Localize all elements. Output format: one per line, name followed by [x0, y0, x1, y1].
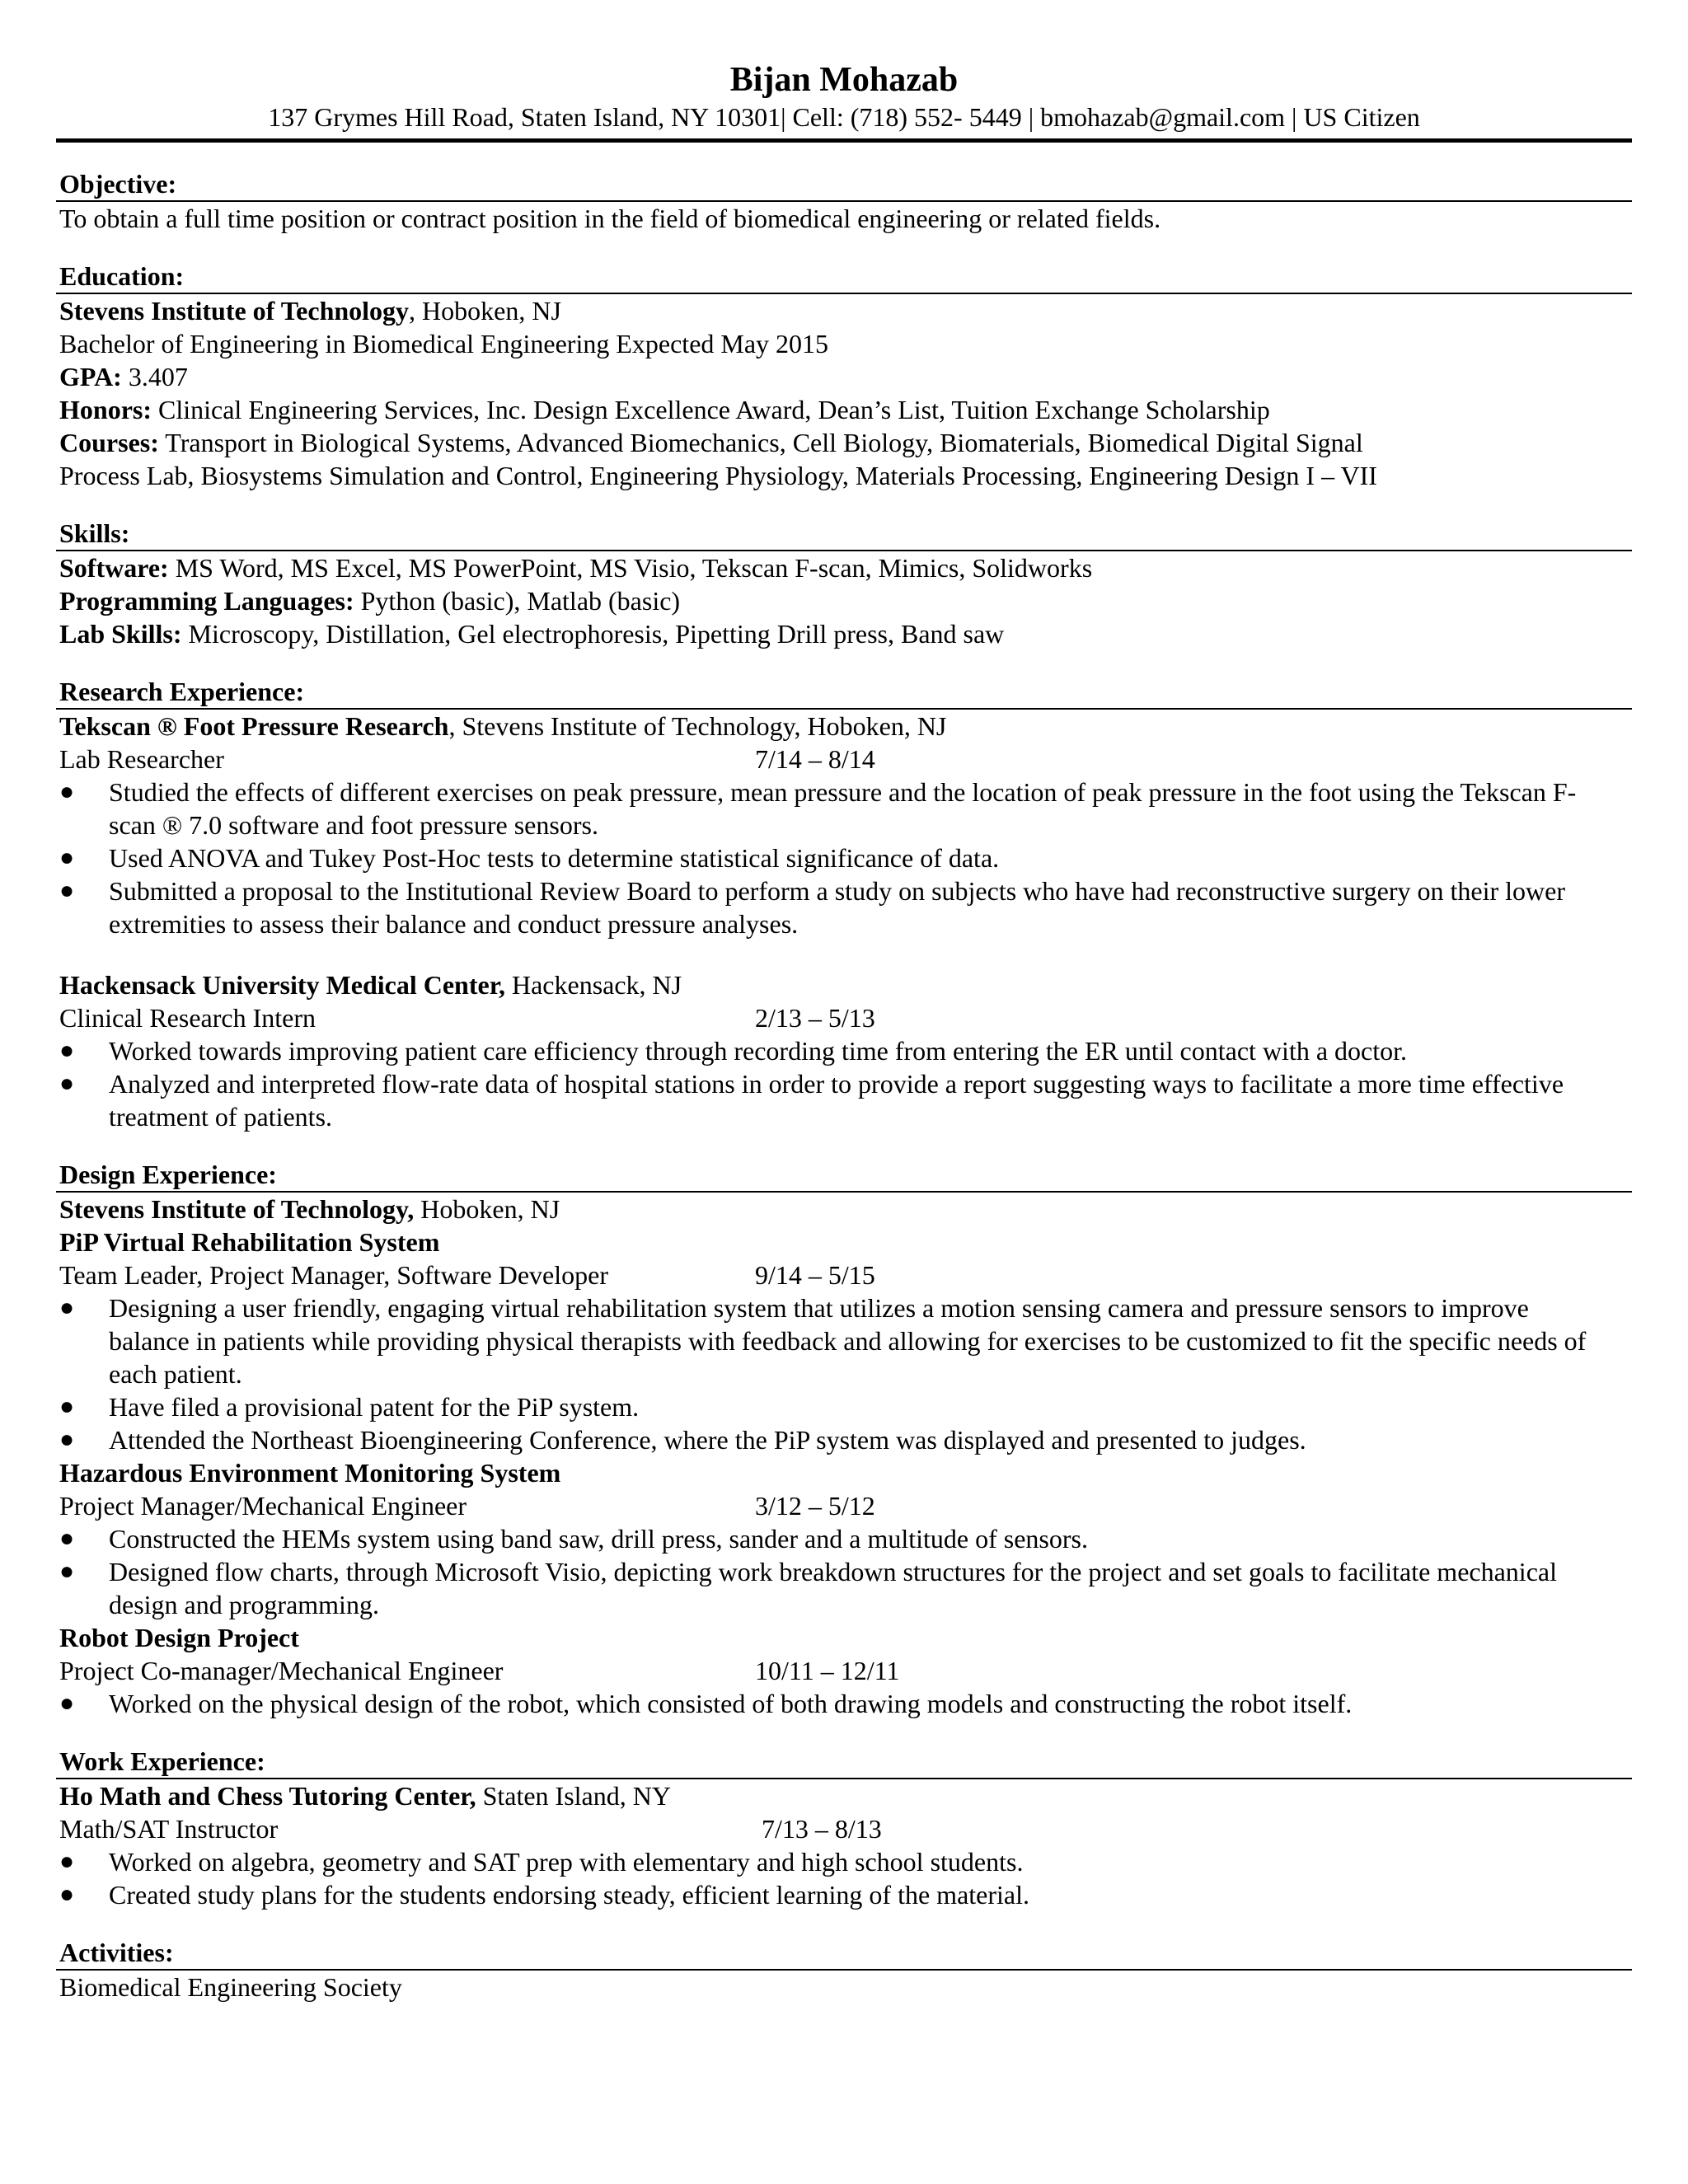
objective-section [56, 167, 1632, 235]
project-role: Project Manager/Mechanical Engineer [59, 1491, 467, 1521]
courses-label: Courses: [59, 428, 159, 457]
bullet-icon: ● [59, 778, 75, 805]
bullet-icon: ● [59, 1426, 75, 1453]
project-bullets [56, 1291, 1632, 1456]
list-item: ● Submitted a proposal to the Institutional Review Board to perform a study on subjects who have had reconstructive surgery on their lower extremities to assess their balance and conduct pressure analyses. [59, 876, 1566, 939]
work-section [56, 1745, 1632, 1911]
education-honors [56, 393, 1632, 426]
work-role-row [56, 1812, 1632, 1845]
education-courses [56, 426, 1632, 459]
list-item: ● Worked on algebra, geometry and SAT prep with elementary and high school students. [59, 1847, 1024, 1877]
research-bullets [56, 1034, 1632, 1133]
activities-heading: Activities: [56, 1936, 1632, 1971]
research-org: Hackensack University Medical Center, [59, 970, 505, 1000]
bullet-icon: ● [59, 844, 75, 871]
list-item: ● Studied the effects of different exercises on peak pressure, mean pressure and the location of peak pressure in the foot using the Tekscan F-scan ® 7.0 software and foot pressure sensors. [59, 777, 1577, 840]
bullet-icon: ● [59, 1525, 75, 1552]
project-bullets [56, 1687, 1632, 1720]
work-org: Ho Math and Chess Tutoring Center, [59, 1781, 476, 1811]
design-location: Hoboken, NJ [414, 1194, 560, 1224]
gpa-value: 3.407 [121, 362, 188, 391]
bullet-icon: ● [59, 1037, 75, 1064]
software-label: Software: [59, 553, 169, 583]
research-bullets [56, 776, 1632, 940]
skills-heading: Skills: [56, 517, 1632, 551]
research-dates: 2/13 – 5/13 [755, 1003, 875, 1033]
research-section [56, 675, 1632, 1133]
work-heading: Work Experience: [56, 1745, 1632, 1779]
bullet-icon: ● [59, 1393, 75, 1420]
contact-line: 137 Grymes Hill Road, Staten Island, NY 10301| Cell: (718) 552- 5449 | bmohazab@gmail.com | US Citizen [268, 102, 1420, 132]
list-item: ● Worked on the physical design of the robot, which consisted of both drawing models and constructing the robot itself. [59, 1689, 1353, 1718]
bullet-icon: ● [59, 1070, 75, 1097]
project-dates: 3/12 – 5/12 [755, 1491, 875, 1521]
project-role-row [56, 1258, 1632, 1291]
skills-section [56, 517, 1632, 650]
bullet-icon: ● [59, 877, 75, 904]
work-bullets [56, 1845, 1632, 1911]
list-item: ● Worked towards improving patient care efficiency through recording time from entering the ER until contact with a doctor. [59, 1036, 1408, 1066]
lab-value: Microscopy, Distillation, Gel electrophoresis, Pipetting Drill press, Band saw [181, 619, 1005, 649]
list-item: ● Designing a user friendly, engaging virtual rehabilitation system that utilizes a motion sensing camera and pressure sensors to improve balance in patients while providing physical therapists with feedback and allowing for exercises to be customized to fit the specific needs of each patient. [59, 1293, 1587, 1389]
gpa-label: GPA: [59, 362, 122, 391]
objective-heading: Objective: [56, 167, 1632, 202]
education-degree: Bachelor of Engineering in Biomedical Engineering Expected May 2015 [59, 329, 829, 359]
design-org-header [56, 1193, 1632, 1226]
objective-text: To obtain a full time position or contract position in the field of biomedical engineering or related fields. [59, 204, 1161, 233]
bullet-icon: ● [59, 1558, 75, 1585]
list-item: ● Have filed a provisional patent for the PiP system. [59, 1392, 640, 1422]
project-name: Robot Design Project [59, 1623, 299, 1652]
honors-label: Honors: [59, 395, 152, 424]
programming-label: Programming Languages: [59, 586, 354, 616]
list-item: ● Designed flow charts, through Microsoft Visio, depicting work breakdown structures for the project and set goals to facilitate mechanical design and programming. [59, 1557, 1557, 1619]
education-heading: Education: [56, 260, 1632, 294]
bullet-icon: ● [59, 1848, 75, 1875]
project-dates: 9/14 – 5/15 [755, 1260, 875, 1290]
skills-software [56, 551, 1632, 584]
project-name: PiP Virtual Rehabilitation System [59, 1227, 440, 1257]
project-bullets [56, 1522, 1632, 1621]
header-rule [56, 138, 1632, 143]
work-location: Staten Island, NY [476, 1781, 671, 1811]
research-org: Tekscan ® Foot Pressure Research [59, 711, 449, 741]
design-org: Stevens Institute of Technology, [59, 1194, 415, 1224]
bullet-icon: ● [59, 1881, 75, 1908]
school-location: , Hoboken, NJ [409, 296, 561, 326]
project-dates: 10/11 – 12/11 [755, 1656, 900, 1685]
project-role-row [56, 1654, 1632, 1687]
design-section [56, 1158, 1632, 1720]
skills-programming [56, 584, 1632, 617]
research-role: Lab Researcher [59, 744, 224, 774]
research-role-row [56, 1001, 1632, 1034]
school-name: Stevens Institute of Technology [59, 296, 410, 326]
activities-section [56, 1936, 1632, 2004]
education-courses-cont: Process Lab, Biosystems Simulation and Control, Engineering Physiology, Materials Processing, Engineering Design I – VII [59, 461, 1377, 490]
education-school [56, 294, 1632, 327]
skills-lab [56, 617, 1632, 650]
software-value: MS Word, MS Excel, MS PowerPoint, MS Visio, Tekscan F-scan, Mimics, Solidworks [168, 553, 1093, 583]
list-item: ● Analyzed and interpreted flow-rate data of hospital stations in order to provide a report suggesting ways to facilitate a more time effective treatment of patients. [59, 1069, 1564, 1132]
list-item: ● Attended the Northeast Bioengineering Conference, where the PiP system was displayed and presented to judges. [59, 1425, 1306, 1455]
research-dates: 7/14 – 8/14 [755, 744, 875, 774]
lab-label: Lab Skills: [59, 619, 182, 649]
list-item: ● Used ANOVA and Tukey Post-Hoc tests to determine statistical significance of data. [59, 843, 1000, 873]
research-job-header [56, 968, 1632, 1001]
education-gpa [56, 360, 1632, 393]
research-heading: Research Experience: [56, 675, 1632, 710]
research-location: Hackensack, NJ [504, 970, 682, 1000]
activity-item: Biomedical Engineering Society [59, 1972, 402, 2002]
list-item: ● Created study plans for the students endorsing steady, efficient learning of the material. [59, 1880, 1029, 1910]
research-location: , Stevens Institute of Technology, Hoboken, NJ [448, 711, 947, 741]
programming-value: Python (basic), Matlab (basic) [354, 586, 681, 616]
bullet-icon: ● [59, 1294, 75, 1321]
project-role: Team Leader, Project Manager, Software Developer [59, 1260, 608, 1290]
candidate-name: Bijan Mohazab [729, 61, 959, 99]
education-section [56, 260, 1632, 492]
design-heading: Design Experience: [56, 1158, 1632, 1193]
work-dates: 7/13 – 8/13 [762, 1814, 882, 1844]
research-job-header [56, 710, 1632, 743]
project-name: Hazardous Environment Monitoring System [59, 1458, 561, 1488]
project-role-row [56, 1489, 1632, 1522]
work-org-header [56, 1779, 1632, 1812]
project-role: Project Co-manager/Mechanical Engineer [59, 1656, 504, 1685]
research-role-row [56, 743, 1632, 776]
honors-value: Clinical Engineering Services, Inc. Design Excellence Award, Dean’s List, Tuition Exchange Scholarship [152, 395, 1270, 424]
courses-value-1: Transport in Biological Systems, Advanced Biomechanics, Cell Biology, Biomaterials, Biomedical Digital Signal [158, 428, 1363, 457]
research-role: Clinical Research Intern [59, 1003, 316, 1033]
work-role: Math/SAT Instructor [59, 1814, 279, 1844]
list-item: ● Constructed the HEMs system using band saw, drill press, sander and a multitude of sensors. [59, 1524, 1088, 1554]
bullet-icon: ● [59, 1690, 75, 1717]
